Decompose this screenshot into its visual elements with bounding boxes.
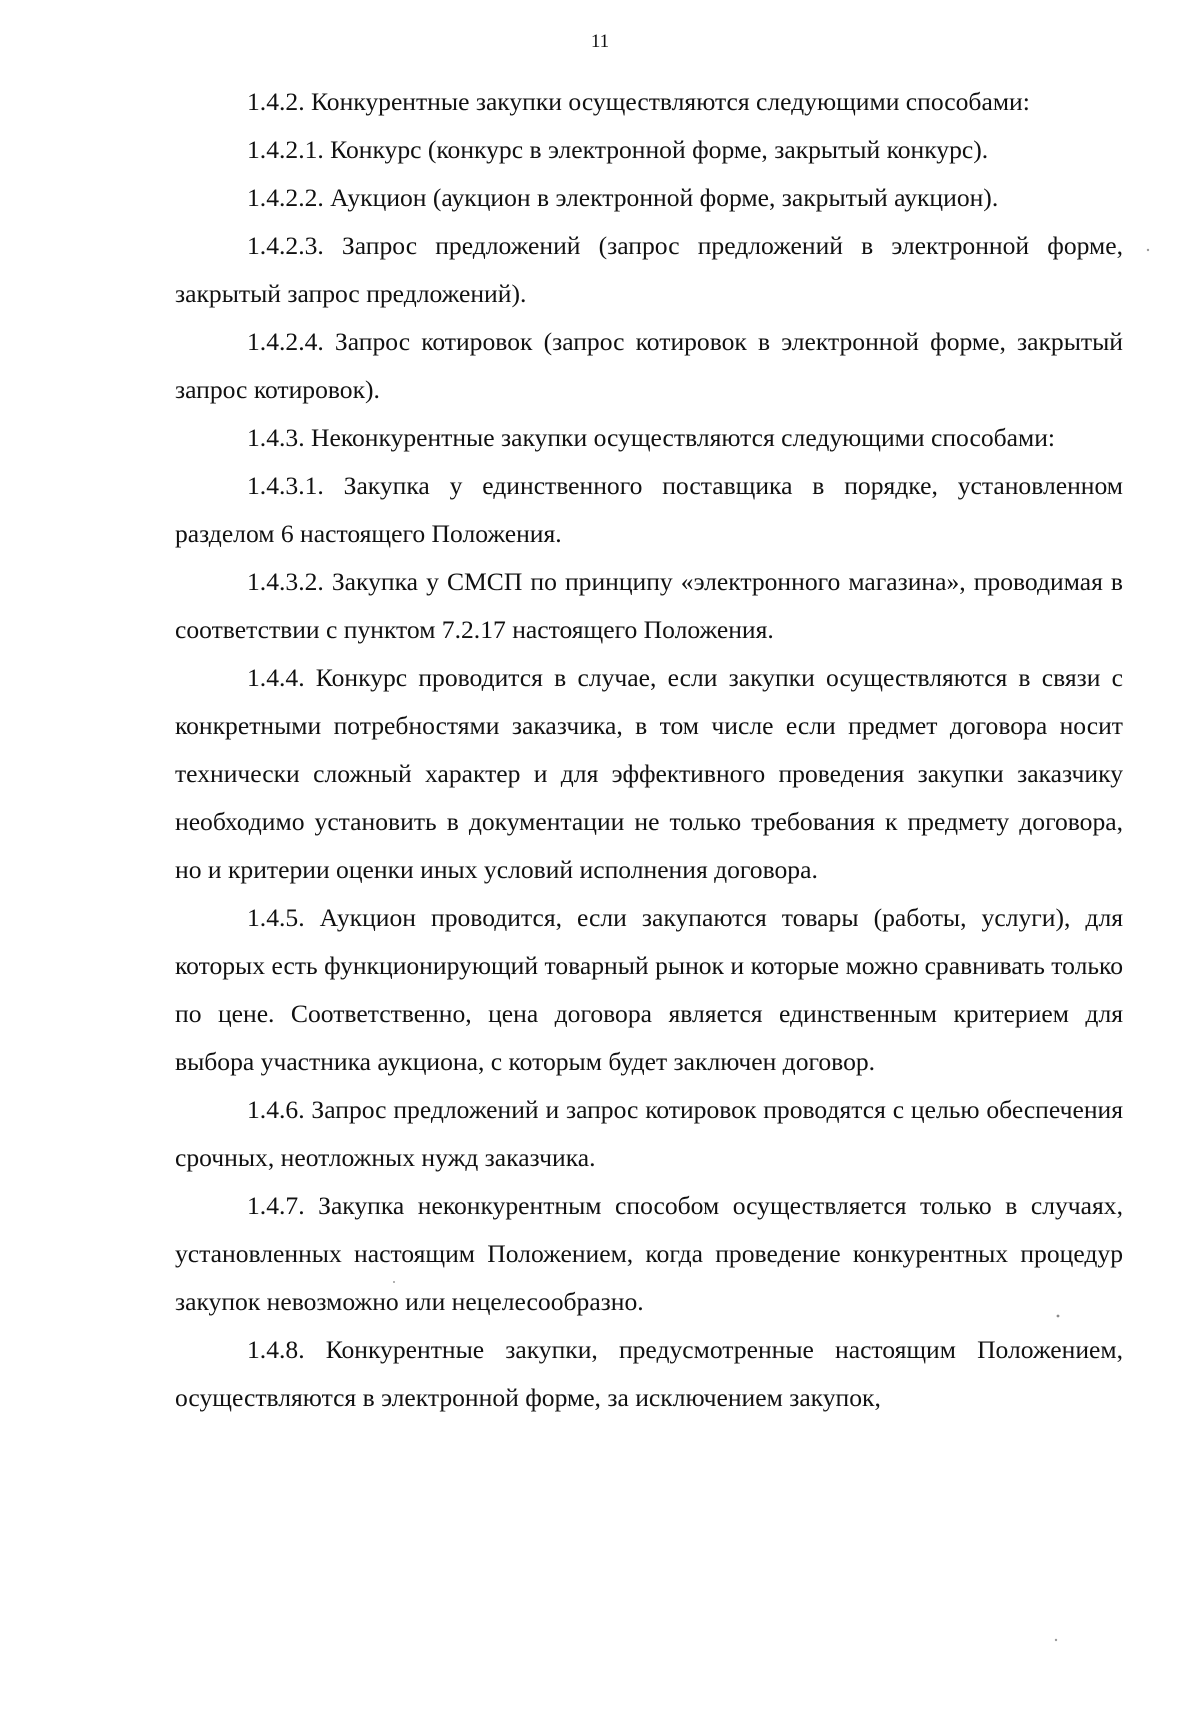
paragraph-1-4-4: 1.4.4. Конкурс проводится в случае, если закупки осуществляются в связи с конкретными потребностями заказчика, в том числе если предмет договора носит технически сложный характер и для эффективного проведения закупки заказчику необходимо установить в документации не только требования к предмету договора, но и критерии оценки иных условий исполнения договора. — [175, 663, 1123, 884]
paragraph-1-4-3-1: 1.4.3.1. Закупка у единственного поставщика в порядке, установленном разделом 6 настоящего Положения. — [175, 471, 1123, 548]
page-number: 11 — [590, 31, 610, 52]
paragraph-1-4-6: 1.4.6. Запрос предложений и запрос котировок проводятся с целью обеспечения срочных, неотложных нужд заказчика. — [175, 1095, 1123, 1172]
paragraph-1-4-3: 1.4.3. Неконкурентные закупки осуществляются следующими способами: — [247, 423, 1056, 452]
paragraph-1-4-2-2: 1.4.2.2. Аукцион (аукцион в электронной форме, закрытый аукцион). — [247, 183, 999, 212]
document-body — [175, 78, 1123, 1422]
paragraph-1-4-2-4: 1.4.2.4. Запрос котировок (запрос котировок в электронной форме, закрытый запрос котировок). — [175, 327, 1123, 404]
paragraph-1-4-8: 1.4.8. Конкурентные закупки, предусмотренные настоящим Положением, осуществляются в электронной форме, за исключением закупок, — [175, 1335, 1123, 1412]
paragraph-1-4-3-2: 1.4.3.2. Закупка у СМСП по принципу «электронного магазина», проводимая в соответствии с пунктом 7.2.17 настоящего Положения. — [175, 567, 1123, 644]
paragraph-1-4-5: 1.4.5. Аукцион проводится, если закупаются товары (работы, услуги), для которых есть функционирующий товарный рынок и которые можно сравнивать только по цене. Соответственно, цена договора является единственным критерием для выбора участника аукциона, с которым будет заключен договор. — [175, 903, 1123, 1076]
paragraph-1-4-7: 1.4.7. Закупка неконкурентным способом осуществляется только в случаях, установленных настоящим Положением, когда проведение конкурентных процедур закупок невозможно или нецелесообразно. — [175, 1191, 1123, 1316]
paragraph-1-4-2-3: 1.4.2.3. Запрос предложений (запрос предложений в электронной форме, закрытый запрос предложений). — [175, 231, 1123, 308]
paragraph-1-4-2-1: 1.4.2.1. Конкурс (конкурс в электронной форме, закрытый конкурс). — [247, 135, 989, 164]
paragraph-1-4-2: 1.4.2. Конкурентные закупки осуществляются следующими способами: — [247, 87, 1030, 116]
